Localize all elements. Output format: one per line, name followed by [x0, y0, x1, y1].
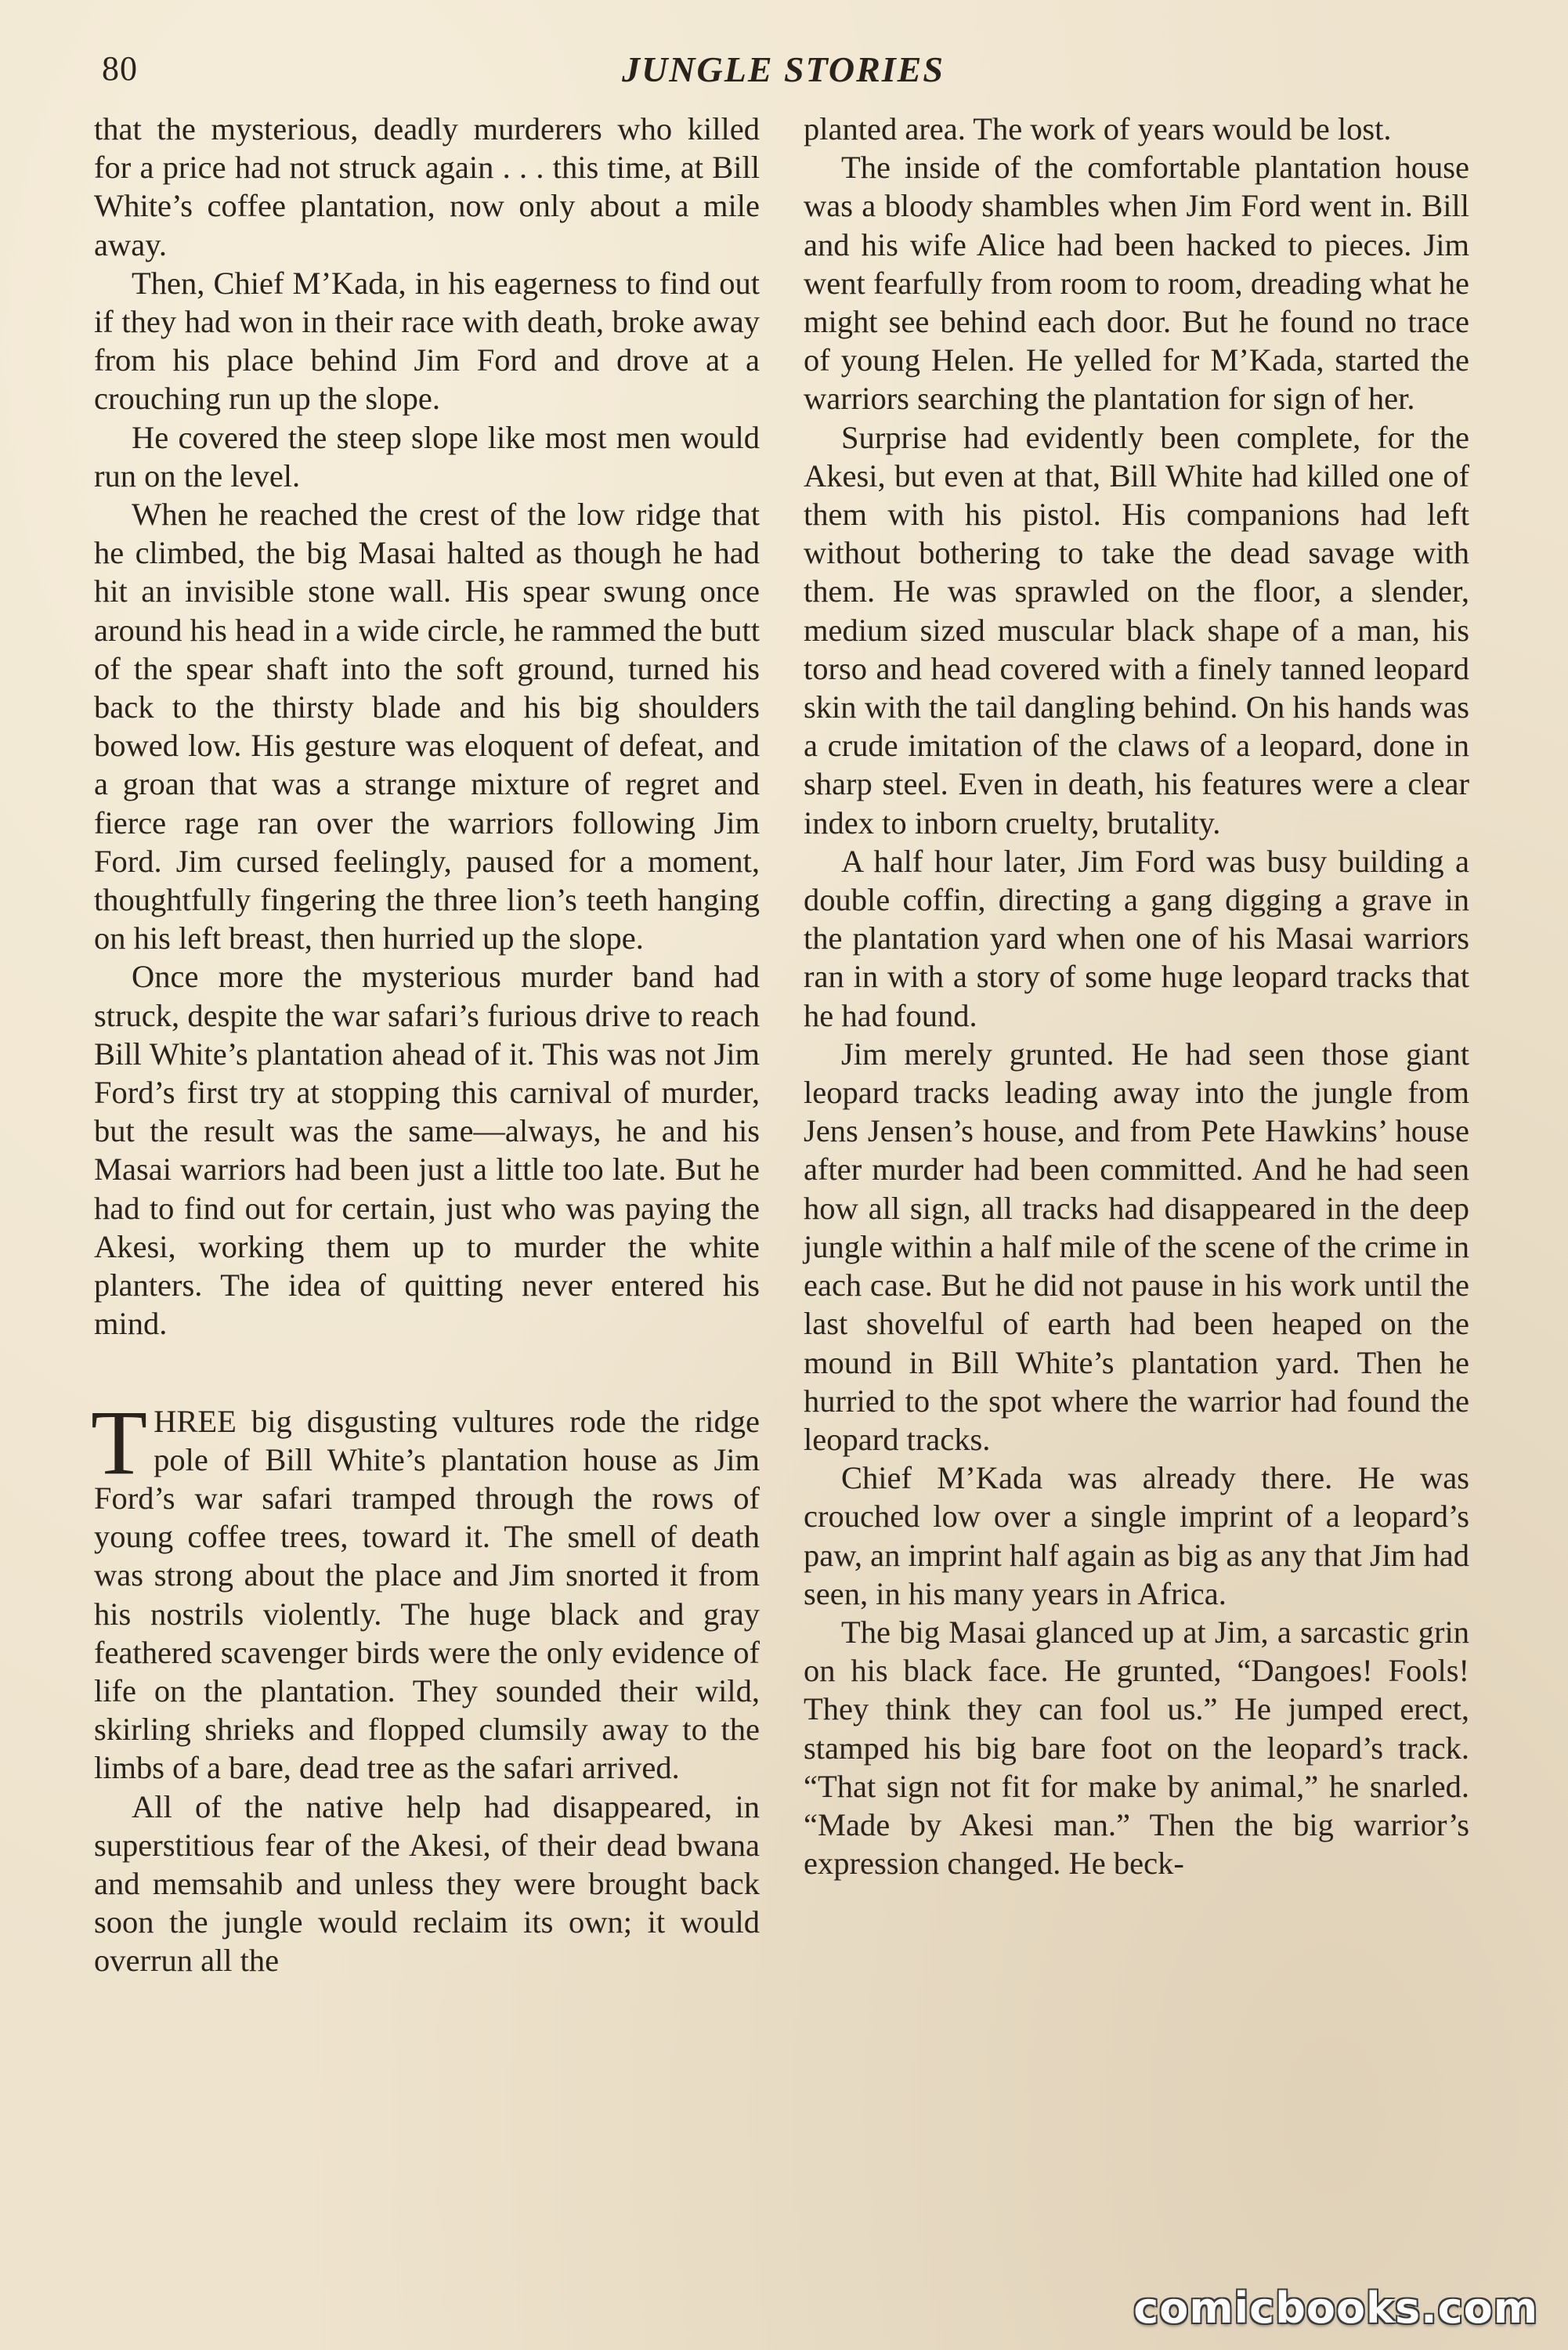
paragraph: planted area. The work of years would be lost.	[804, 111, 1392, 146]
site-watermark: comicbooks.com	[1133, 2283, 1538, 2333]
paragraph: Then, Chief M’Kada, in his eagerness to find out if they had won in their race with death, broke away from his place behind Jim Ford and drove at a crouching run up the slope.	[94, 265, 760, 417]
paragraph: All of the native help had disappeared, in superstitious fear of the Akesi, of their dead bwana and memsahib and unless they were brought back soon the jungle would reclaim its own; it would overrun all the	[94, 1788, 760, 1979]
drop-cap: T	[91, 1390, 148, 1494]
paragraph: that the mysterious, deadly murderers who killed for a price had not struck again . . . this time, at Bill White’s coffee plantation, now only about a mile away.	[94, 111, 760, 262]
paragraph: Jim merely grunted. He had seen those giant leopard tracks leading away into the jungle from Jens Jensen’s house, and from Pete Hawkins’ house after murder had been committed. And he had seen how all sign, all tracks had disappeared in the deep jungle within a half mile of the scene of the crime in each case. But he did not pause in his work until the last shovelful of earth had been heaped on the mound in Bill White’s plantation yard. Then he hurried to the spot where the warrior had found the leopard tracks.	[804, 1036, 1469, 1457]
text-columns	[91, 110, 1469, 2303]
page-header	[94, 49, 1472, 96]
section-opening-text: HREE big disgusting vultures rode the ridge pole of Bill White’s plantation house as Jim Ford’s war safari tramped through the rows of young coffee trees, toward it. The smell of death was strong about the place and Jim snorted it from his nostrils violently. The huge black and gray feathered scavenger birds were the only evidence of life on the plantation. They sounded their wild, skirling shrieks and flopped clumsily away to the limbs of a bare, dead tree as the safari arrived.	[94, 1403, 760, 1786]
running-head: JUNGLE STORIES	[622, 49, 945, 89]
paragraph: Surprise had evidently been complete, for the Akesi, but even at that, Bill White had killed one of them with his pistol. His companions had left without bothering to take the dead savage with them. He was sprawled on the floor, a slender, medium sized muscular black shape of a man, his torso and head covered with a finely tanned leopard skin with the tail dangling behind. On his hands was a crude imitation of the claws of a leopard, done in sharp steel. Even in death, his features were a clear index to inborn cruelty, brutality.	[804, 419, 1469, 841]
paragraph: The big Masai glanced up at Jim, a sarcastic grin on his black face. He grunted, “Dangoes! Fools! They think they can fool us.” He jumped erect, stamped his big bare foot on the leopard’s track. “That sign not fit for make by animal,” he snarled. “Made by Akesi man.” Then the big warrior’s expression changed. He beck-	[804, 1614, 1469, 1882]
paragraph: A half hour later, Jim Ford was busy building a double coffin, directing a gang digging a grave in the plantation yard when one of his Masai warriors ran in with a story of some huge leopard tracks that he had found.	[804, 843, 1469, 1033]
page-number: 80	[102, 49, 138, 88]
paragraph: He covered the steep slope like most men would run on the level.	[94, 419, 760, 494]
right-column	[804, 110, 1469, 2303]
left-column	[91, 110, 760, 2303]
paragraph: The inside of the comfortable plantation house was a bloody shambles when Jim Ford went in. Bill and his wife Alice had been hacked to pieces. Jim went fearfully from room to room, dreading what he might see behind each door. But he found no trace of young Helen. He yelled for M’Kada, started the warriors searching the plantation for sign of her.	[804, 150, 1469, 417]
paragraph: When he reached the crest of the low ridge that he climbed, the big Masai halted as though he had hit an invisible stone wall. His spear swung once around his head in a wide circle, he rammed the butt of the spear shaft into the soft ground, turned his back to the thirsty blade and his big shoulders bowed low. His gesture was eloquent of defeat, and a groan that was a strange mixture of regret and fierce rage ran over the warriors following Jim Ford. Jim cursed feelingly, paused for a moment, thoughtfully fingering the three lion’s teeth hanging on his left breast, then hurried up the slope.	[94, 497, 760, 956]
section-opening-paragraph	[91, 1390, 760, 1788]
paragraph: Once more the mysterious murder band had struck, despite the war safari’s furious drive to reach Bill White’s plantation ahead of it. This was not Jim Ford’s first try at stopping this carnival of murder, but the result was the same—always, he and his Masai warriors had been just a little too late. But he had to find out for certain, just who was paying the Akesi, working them up to murder the white planters. The idea of quitting never entered his mind.	[94, 959, 760, 1342]
paragraph: Chief M’Kada was already there. He was crouched low over a single imprint of a leopard’s paw, an imprint half again as big as any that Jim had seen, in his many years in Africa.	[804, 1460, 1469, 1611]
